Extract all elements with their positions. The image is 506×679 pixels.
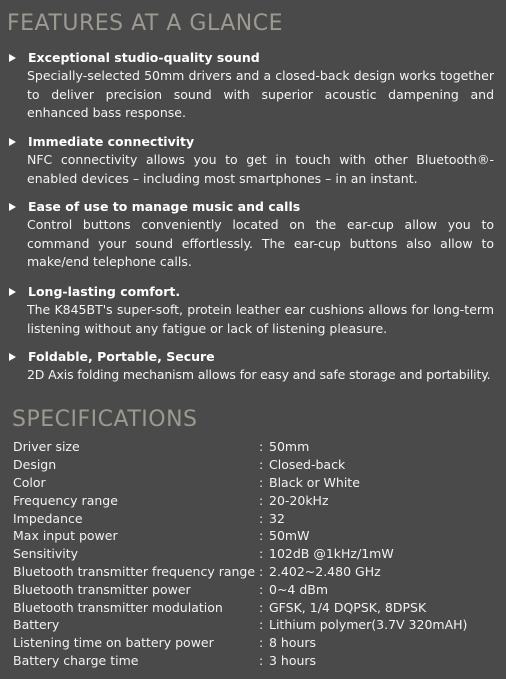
spec-value: 32 — [269, 510, 285, 526]
spec-row — [13, 491, 493, 509]
spec-row — [13, 509, 493, 527]
specifications-heading: SPECIFICATIONS — [12, 407, 198, 432]
spec-value: Lithium polymer(3.7V 320mAH) — [269, 617, 468, 633]
feature-title: Foldable, Portable, Secure — [28, 349, 215, 364]
spec-row — [13, 545, 493, 563]
arrow-right-icon — [9, 288, 16, 296]
spec-value: 0~4 dBm — [269, 581, 329, 597]
spec-colon: : — [259, 546, 264, 562]
spec-label: Listening time on battery power — [13, 635, 214, 651]
spec-label: Driver size — [13, 439, 80, 455]
spec-value: GFSK, 1/4 DQPSK, 8DPSK — [269, 599, 427, 615]
feature-description: NFC connectivity allows you to get in touch with other Bluetooth®-enabled devices – including most smartphones – in an instant. — [27, 152, 494, 186]
arrow-right-icon — [9, 203, 16, 211]
spec-label: Bluetooth transmitter modulation — [13, 599, 223, 615]
spec-value: 102dB @1kHz/1mW — [269, 546, 394, 562]
spec-colon: : — [259, 599, 264, 615]
specifications-table — [13, 438, 493, 669]
spec-label: Frequency range — [13, 492, 118, 508]
feature-item — [8, 197, 494, 272]
spec-colon: : — [259, 617, 264, 633]
feature-description: The K845BT's super-soft, protein leather ear cushions allows for long-term listening without any fatigue or lack of listening pleasure. — [27, 302, 494, 336]
spec-value: Closed-back — [269, 457, 346, 473]
spec-row — [13, 474, 493, 492]
spec-colon: : — [259, 652, 264, 668]
spec-label: Battery — [13, 617, 60, 633]
feature-item — [8, 282, 494, 338]
spec-row — [13, 527, 493, 545]
spec-row — [13, 616, 493, 634]
spec-colon: : — [259, 635, 264, 651]
spec-label: Battery charge time — [13, 652, 139, 668]
spec-row — [13, 456, 493, 474]
arrow-right-icon — [9, 353, 16, 361]
feature-item — [8, 132, 494, 188]
spec-colon: : — [259, 510, 264, 526]
feature-title: Ease of use to manage music and calls — [28, 199, 301, 214]
spec-label: Bluetooth transmitter frequency range — [13, 563, 256, 579]
feature-description: Control buttons conveniently located on the ear-cup allow you to command your sound effortlessly. The ear-cup buttons also allow to make/end telephone calls. — [27, 217, 494, 269]
spec-value: Black or White — [269, 474, 360, 490]
spec-value: 50mW — [269, 528, 310, 544]
features-heading: FEATURES AT A GLANCE — [7, 11, 283, 36]
spec-row — [13, 634, 493, 652]
spec-label: Sensitivity — [13, 546, 79, 562]
spec-row — [13, 580, 493, 598]
feature-title: Long-lasting comfort. — [28, 284, 181, 299]
spec-label: Max input power — [13, 528, 118, 544]
spec-label: Bluetooth transmitter power — [13, 581, 191, 597]
feature-description: 2D Axis folding mechanism allows for easy and safe storage and portability. — [27, 367, 491, 382]
spec-row — [13, 598, 493, 616]
spec-value: 2.402~2.480 GHz — [269, 563, 381, 579]
spec-label: Color — [13, 474, 46, 490]
feature-item — [8, 48, 494, 123]
spec-colon: : — [259, 563, 264, 579]
spec-value: 50mm — [269, 439, 310, 455]
spec-row — [13, 563, 493, 581]
arrow-right-icon — [9, 54, 16, 62]
spec-row — [13, 438, 493, 456]
spec-label: Design — [13, 457, 57, 473]
spec-colon: : — [259, 474, 264, 490]
spec-value: 8 hours — [269, 635, 317, 651]
feature-description: Specially-selected 50mm drivers and a closed-back design works together to deliver precision sound with superior acoustic dampening and enhanced bass response. — [27, 68, 494, 120]
spec-colon: : — [259, 528, 264, 544]
spec-label: Impedance — [13, 510, 83, 526]
spec-colon: : — [259, 457, 264, 473]
spec-colon: : — [259, 439, 264, 455]
spec-row — [13, 652, 493, 670]
arrow-right-icon — [9, 138, 16, 146]
feature-title: Exceptional studio-quality sound — [28, 50, 260, 65]
spec-value: 20-20kHz — [269, 492, 329, 508]
spec-colon: : — [259, 492, 264, 508]
feature-title: Immediate connectivity — [28, 134, 195, 149]
feature-item — [8, 347, 494, 385]
spec-colon: : — [259, 581, 264, 597]
spec-value: 3 hours — [269, 652, 317, 668]
